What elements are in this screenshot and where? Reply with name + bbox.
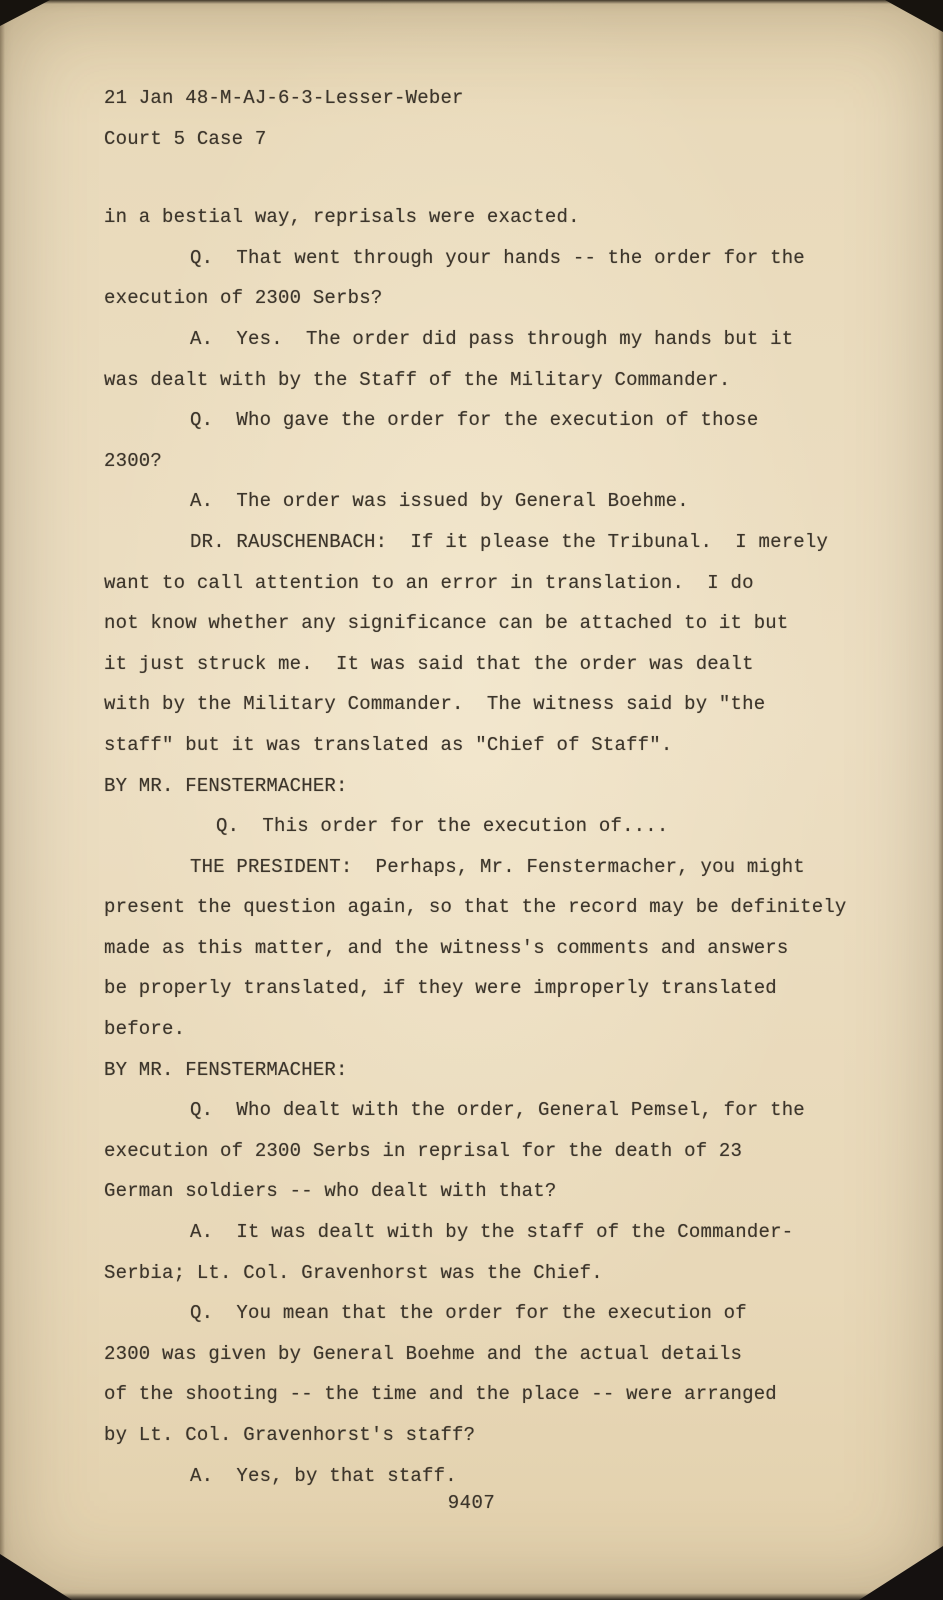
- transcript-line: want to call attention to an error in translation. I do: [104, 571, 754, 594]
- transcript-lines: [104, 197, 903, 1496]
- transcript-line: Q. This order for the execution of....: [216, 815, 669, 838]
- doc-header-reference: 21 Jan 48-M-AJ-6-3-Lesser-Weber: [104, 87, 464, 109]
- transcript-line: by Lt. Col. Gravenhorst's staff?: [104, 1424, 476, 1446]
- transcript-line: Q. Who gave the order for the execution of those: [190, 409, 759, 432]
- transcript-line: not know whether any significance can be attached to it but: [104, 612, 789, 635]
- transcript-line: made as this matter, and the witness's comments and answers: [104, 936, 789, 959]
- doc-header-court-case: Court 5 Case 7: [104, 127, 267, 150]
- transcript-line: before.: [104, 1018, 186, 1041]
- page-number: 9407: [447, 1492, 496, 1514]
- scan-edge-top: [0, 0, 943, 4]
- transcript-line: A. It was dealt with by the staff of the Commander-: [190, 1221, 794, 1244]
- transcript-line: was dealt with by the Staff of the Military Commander.: [104, 368, 731, 391]
- transcript-line: DR. RAUSCHENBACH: If it please the Tribunal. I merely: [190, 530, 829, 553]
- transcript-line: Q. Who dealt with the order, General Pemsel, for the: [190, 1099, 805, 1122]
- scan-corner-bottom-right: [859, 1546, 943, 1600]
- transcript-line: present the question again, so that the record may be definitely: [104, 896, 847, 919]
- document-header: [104, 78, 903, 159]
- transcript-line: in a bestial way, reprisals were exacted.: [104, 206, 580, 229]
- transcript-line: execution of 2300 Serbs in reprisal for the death of 23: [104, 1139, 743, 1162]
- transcript-line: BY MR. FENSTERMACHER:: [104, 774, 348, 797]
- transcript-line: it just struck me. It was said that the order was dealt: [104, 652, 754, 675]
- transcript-line: 2300 was given by General Boehme and the actual details: [104, 1342, 743, 1365]
- transcript-line: BY MR. FENSTERMACHER:: [104, 1058, 348, 1081]
- transcript-line: Q. That went through your hands -- the order for the: [190, 246, 805, 269]
- transcript-line: German soldiers -- who dealt with that?: [104, 1180, 557, 1203]
- transcript-line: with by the Military Commander. The witness said by "the: [104, 693, 766, 716]
- transcript-line: Q. You mean that the order for the execution of: [190, 1302, 747, 1325]
- scan-corner-top-left: [0, 0, 50, 26]
- scan-corner-bottom-left: [0, 1554, 72, 1600]
- transcript-line: staff" but it was translated as "Chief of Staff".: [104, 733, 673, 756]
- transcript-line: of the shooting -- the time and the place -- were arranged: [104, 1383, 777, 1406]
- scan-corner-top-right: [885, 0, 943, 32]
- transcript-line: be properly translated, if they were improperly translated: [104, 977, 777, 1000]
- transcript-line: A. The order was issued by General Boehme.: [190, 490, 689, 513]
- scan-edge-left: [0, 0, 5, 1600]
- transcript-line: Serbia; Lt. Col. Gravenhorst was the Chief.: [104, 1261, 603, 1284]
- transcript-line: A. Yes, by that staff.: [190, 1464, 457, 1487]
- transcript-line: THE PRESIDENT: Perhaps, Mr. Fenstermacher, you might: [190, 855, 805, 878]
- transcript-line: A. Yes. The order did pass through my hands but it: [190, 327, 794, 350]
- scan-edge-right: [938, 0, 943, 1600]
- scan-edge-bottom: [0, 1593, 943, 1600]
- transcript-line: execution of 2300 Serbs?: [104, 287, 383, 310]
- transcript-line: 2300?: [104, 449, 163, 472]
